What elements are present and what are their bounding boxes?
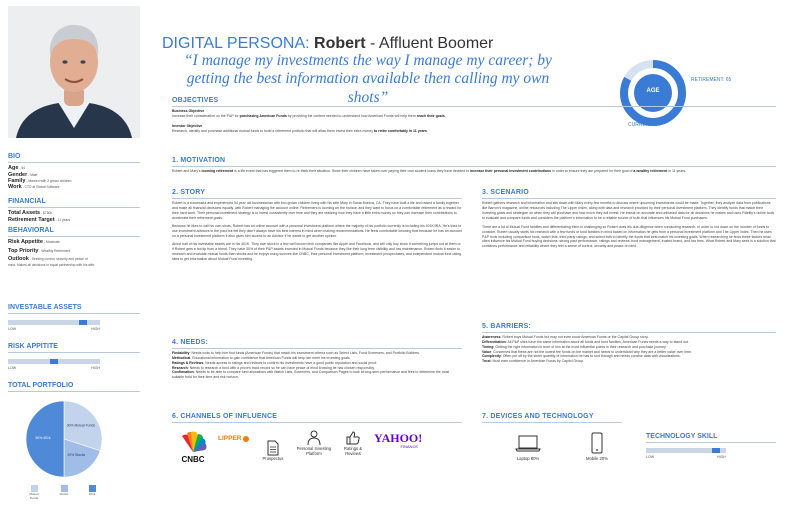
pie-slice-label: 50% 401k [35,436,51,440]
cnbc-peacock-icon [176,430,210,454]
risk-appetite-low: LOW [8,366,17,371]
persona-portrait-icon [8,6,140,138]
need-item: Methodical: Educational information to gain confidence that American Funds will help him meet his investing goals. [172,356,351,361]
business-objective-text: Increase their consideration on the P&P for purchasing American Funds by providing the content needed to understand how American Funds will help them reach their goals. [172,114,446,119]
tech-skill-high: HIGH [717,455,726,460]
behavioral-title: BEHAVIORAL [8,227,54,234]
persona-name: Robert [314,35,366,52]
channels-section [172,412,462,512]
investor-objective-title: Investor Objective [172,123,203,128]
mobile-device [580,432,614,461]
legend-stocks: Stocks [59,492,69,496]
legend-mutual-funds: Mutual Funds [29,492,39,501]
mobile-label: Mobile 20% [586,456,608,461]
persona-quote: “I manage my investments the way I manage my career; by getting the best information available then calling my own shots” [184,52,552,106]
lipper-mark-icon [243,436,249,442]
risk-appetite-meter [8,342,140,371]
investable-assets-fill [79,320,87,325]
pie-slice-label: 20% Stocks [67,452,86,457]
portfolio-legend [8,485,140,505]
needs-section [172,338,462,380]
legend-swatch-mutual-funds [31,485,38,492]
retirement-label: RETIREMENT: 65 [691,77,732,83]
persona-photo [8,6,140,138]
bio-work: Work - CTO at Global Software [8,184,60,191]
barrier-item: Awareness: Robert buys Mutual Funds but may not even know American Funds or the Capital Group story. [482,335,649,340]
bio-gender: Gender - Male [8,171,38,178]
portfolio-section [8,381,140,513]
needs-title: 4. NEEDS: [172,339,209,346]
devices-section [482,412,622,512]
risk-appetite-fill [50,359,58,364]
story-paragraph-2: Because he likes to call his own shots, Robert has an online account with a personal investment platform where the majority of his portfolio currently is including his 401K/IRA. He’s tried to use investment advisors in the past but felt they didn’t always have his best interest in mind when making recommendations. He feels comfortable knowing that because he has an account on a personal investment platform it also gives him access to an Advisor if he wants to get another opinion. [172,224,462,238]
financial-target: Retirement Target - 11 years [8,216,71,223]
objectives-section [172,96,776,133]
cnbc-logo [176,430,210,464]
investable-assets-title: INVESTABLE ASSETS [8,304,82,311]
story-paragraph-1: Robert is a successful and experienced 54 year old businessman with two grown children living with his wife Mary in Santa Monica, CA. They have built a life and raised a family together and make all financial decisions equally, with Robert managing the account online. Retirement is looming on the horizon and they want to focus on a comfortable retirement as a reward for their hard work. Their personal investment strategy is to invest consistently over time and they are realizing now they have a little extra money so they can increase their contributions to accelerate their retirement goals. [172,201,462,220]
behavioral-risk: Risk Appetite - Moderate [8,239,60,246]
mobile-phone-icon [591,432,603,454]
financial-assets: Total Assets - $750k [8,210,53,217]
laptop-icon [515,434,541,452]
legend-401k: 401k [88,492,96,496]
platform-channel [296,430,332,456]
yahoo-finance-logo [374,432,426,449]
bio-title: BIO [8,153,21,160]
story-section [172,188,462,261]
motivation-text: Robert and Mary’s looming retirement is a life event that has triggered them to re-think their situation. Since their children have taken over paying their own student loans they have decided to increase their personal investment contributions in order to ensure they are prepared for their goal of a wealthy retirement in 11 years. [172,169,687,174]
barrier-item: Complexity: Often put off by the sheer quantity of information he has to sort through and needs concise data with visualizations. [482,354,681,359]
legend-swatch-stocks [61,485,68,492]
finance-text: FINANCE [400,444,418,449]
person-icon [307,430,321,446]
ratings-channel [336,430,370,456]
devices-title: 7. DEVICES AND TECHNOLOGY [482,413,594,420]
risk-appetite-track [8,359,100,364]
barrier-item: Value: Concerned that these are not the lowest fee funds on the market and needs to understand why they are a better value over time. [482,349,692,354]
tech-skill-meter [646,432,776,460]
bio-age: Age - 54 [8,165,25,172]
prospectus-label: Prospectus [262,456,284,461]
tech-skill-fill [712,448,720,453]
cnbc-text: CNBC [181,454,205,464]
persona-subtitle: - Affluent Boomer [365,35,494,52]
channels-title: 6. CHANNELS OF INFLUENCE [172,413,278,420]
need-item: Findability: Needs tools to help him find funds (American Funds) that match his investment criteria such as Select Lists, Fund Screeners, and Portfolio Builders. [172,351,421,356]
lipper-logo [218,432,258,446]
bio-family: Family - Married with 2 grown children [8,178,72,185]
story-paragraph-3: About half of his investable assets are in his 401K. They own stock in a few well known tech companies like Apple and Facebook, and will only buy stock if something jumps out at them or if Robert gets a hot tip from a friend. They have 30% of their P&P assets invested in Mutual Funds because they like their long term visibility and low maintenance. Robert finds it easier to research and evaluate mutual funds than stocks and he enjoys using sources like CNBC, their personal investment platform, investment prospectuses, and independent mutual fund rating sites to get information about Mutual Fund investing. [172,242,462,261]
investable-assets-high: HIGH [91,327,100,332]
barrier-item: Differentiation: All P&P sites have the same information about all funds and fund families, American Funds needs a way to stand out. [482,340,689,345]
portfolio-pie [24,399,104,479]
ratings-label: Ratings & Reviews [343,446,363,457]
story-title: 2. STORY [172,189,206,196]
laptop-label: Laptop 80% [516,456,540,461]
tech-skill-track [646,448,726,453]
investor-objective-text: Research, identify and purchase additional mutual funds to build a retirement portfolio that will allow them invest their extra money to retire comfortably in 11 years. [172,128,428,133]
scenario-title: 3. SCENARIO [482,189,529,196]
motivation-title: 1. MOTIVATION [172,157,226,164]
current-age-label: CURRENT: 54 [628,122,661,128]
barrier-item: Timing: Getting the right information in front of him at the most influential points in their research and purchase journey. [482,344,667,349]
tech-skill-title: TECHNOLOGY SKILL [646,433,718,440]
barrier-item: Trust: Must earn confidence in American Funds by Capitol Group. [482,359,585,364]
scenario-section [482,188,776,249]
behavioral-section [8,226,140,269]
need-item: Ratings & Reviews: Needs access to ratings and reviews to confirm his investments have a good public reputation and social proof. [172,360,378,365]
document-icon [266,440,280,456]
investable-assets-low: LOW [8,327,17,332]
risk-appetite-high: HIGH [91,366,100,371]
portfolio-title: TOTAL PORTFOLIO [8,382,74,389]
barriers-title: 5. BARRIERS: [482,323,532,330]
scenario-paragraph-2: There are a lot of Mutual Fund families and differentiating them is challenging so Robert does his due-diligence when conducting research. In order to cut down on the number of funds to consider, Robert usually starts his research with a few funds or fund families in mind based on information he gets from a personal investment platform and The Lipper index. Then he uses P&P tools including comparison tools, watch lists, third-party ratings, and select lists to identify the funds that best match his investing goals. When researching he finds these factors most often influence his Mutual Fund buying decisions: strong past performance, ratings and reviews, fund management, trusted brand, and low fees. What Robert and Mary seek is a solution that combines performance and reliability where they feel a sense of control, security and peace of mind. [482,225,776,249]
laptop-device [508,434,548,461]
platform-label: Personal Investing Platform [296,446,332,457]
motivation-section [172,156,776,174]
pie-slice-label: 30% Mutual Funds [66,423,96,428]
bio-section [8,152,140,191]
financial-title: FINANCIAL [8,198,46,205]
tech-skill-low: LOW [646,455,655,460]
yahoo-text: YAHOO! [374,431,423,445]
financial-section [8,197,140,223]
lipper-text: LIPPER [218,434,242,442]
objectives-title: OBJECTIVES [172,97,219,104]
scenario-paragraph-1: Robert gathers research and information and sits down with Mary every few months to discuss where upcoming investments could be made. Together, they analyze data from publications like Barron’s magazine, online resources including The Lipper Index, along with data and research provided by their personal investment platform. They identify funds that match their investing goals and strategize on when they will purchase and how much they will invest. He insists on accurate and unbiased data for all decisions he makes and uses Fidelity’s online tools to evaluate and compare funds and considers the platform’s information to be a reliable source of truth that influences his Mutual Fund purchases. [482,201,775,220]
barriers-section [482,322,776,364]
risk-appetite-title: RISK APPITITE [8,343,58,350]
behavioral-outlook: Outlook - Seeking control, security and peace of mind. Makes all decisions in equal partnership with his wife. [8,256,96,268]
legend-swatch-401k [89,485,96,492]
need-item: Confirmation: Needs to be able to compare fund allocations with Watch Lists, Screeners, and Comparison Pages to look at long-term performance and fees to determine the most suitable fund for their time and risk horizon. [172,370,450,380]
investable-assets-track [8,320,100,325]
thumbs-up-icon [345,430,361,446]
title-prefix: DIGITAL PERSONA: [162,35,315,52]
prospectus-channel [256,440,290,461]
age-label: AGE [646,88,660,94]
investable-assets-meter [8,303,140,332]
business-objective-title: Business Objective [172,109,205,114]
behavioral-priority: Top Priority - Wealthy Retirement [8,247,71,254]
need-item: Research: Needs to research a fund with a proven track record so he can have peace of mind knowing he has chosen responsibly. [172,365,375,370]
